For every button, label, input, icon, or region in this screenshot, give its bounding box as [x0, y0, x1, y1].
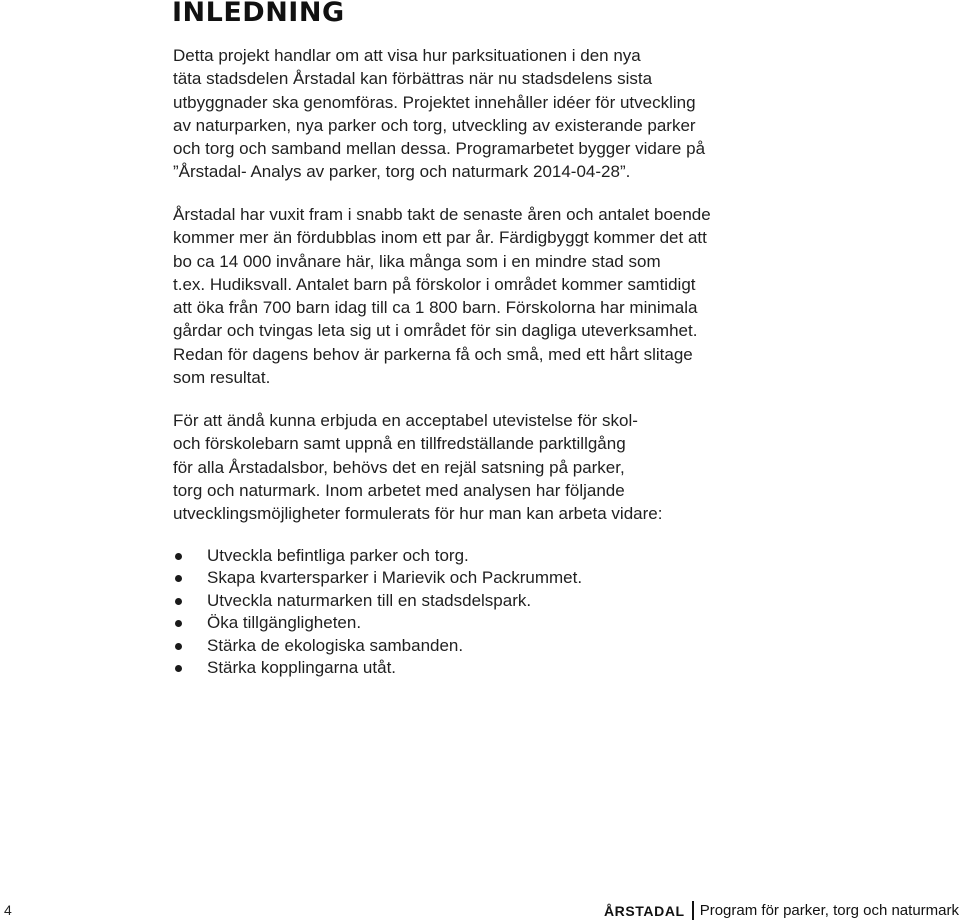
footer-brand: ÅRSTADAL: [603, 902, 685, 919]
goals-paragraph: [173, 409, 773, 525]
list-item-text: Stärka kopplingarna utåt.: [207, 658, 397, 678]
page-heading: INLEDNING: [172, 0, 345, 28]
page-number: 4: [4, 902, 12, 918]
text-line: och torg och samband mellan dessa. Programarbetet bygger vidare på: [173, 139, 706, 159]
list-item: [173, 545, 582, 567]
bullet-icon: [175, 553, 182, 560]
footer-title: Program för parker, torg och naturmark: [699, 902, 959, 919]
bullet-icon: [175, 665, 182, 672]
text-line: utbyggnader ska genomföras. Projektet innehåller idéer för utveckling: [173, 92, 696, 112]
text-line: som resultat.: [173, 368, 271, 388]
list-item-text: Utveckla befintliga parker och torg.: [207, 546, 469, 565]
bullet-icon: [175, 575, 182, 582]
text-line: t.ex. Hudiksvall. Antalet barn på förskolor i området kommer samtidigt: [173, 274, 696, 294]
text-line: av naturparken, nya parker och torg, utveckling av existerande parker: [173, 115, 696, 135]
list-item: [173, 657, 582, 679]
text-line: täta stadsdelen Årstadal kan förbättras när nu stadsdelens sista: [173, 69, 653, 89]
text-line: Detta projekt handlar om att visa hur parksituationen i den nya: [173, 46, 641, 65]
text-line: för alla Årstadalsbor, behövs det en rejäl satsning på parker,: [173, 457, 625, 477]
intro-paragraph: [173, 44, 773, 184]
text-line: Årstadal har vuxit fram i snabb takt de senaste åren och antalet boende: [173, 205, 711, 224]
list-item: [173, 567, 582, 589]
list-item-text: Öka tillgängligheten.: [207, 613, 362, 633]
text-line: ”Årstadal- Analys av parker, torg och naturmark 2014-04-28”.: [173, 162, 631, 182]
footer-divider: [692, 901, 694, 920]
bullet-icon: [175, 620, 182, 627]
development-list: [173, 545, 582, 679]
text-line: kommer mer än fördubblas inom ett par år. Färdigbyggt kommer det att: [173, 228, 707, 248]
list-item: [173, 635, 582, 657]
list-item: [173, 612, 582, 634]
list-item-text: Skapa kvartersparker i Marievik och Packrummet.: [207, 568, 583, 588]
bullet-icon: [175, 643, 182, 650]
text-line: och förskolebarn samt uppnå en tillfredställande parktillgång: [173, 434, 626, 454]
growth-paragraph: [173, 203, 773, 389]
text-line: gårdar och tvingas leta sig ut i området för sin dagliga uteverksamhet.: [173, 321, 698, 341]
text-line: torg och naturmark. Inom arbetet med analysen har följande: [173, 480, 625, 500]
page-footer: [604, 901, 959, 920]
bullet-icon: [175, 598, 182, 605]
text-line: bo ca 14 000 invånare här, lika många som i en mindre stad som: [173, 251, 661, 271]
text-line: utvecklingsmöjligheter formulerats för hur man kan arbeta vidare:: [173, 504, 663, 524]
text-line: Redan för dagens behov är parkerna få och små, med ett hårt slitage: [173, 344, 693, 364]
text-line: För att ändå kunna erbjuda en acceptabel utevistelse för skol-: [173, 411, 638, 430]
list-item: [173, 590, 582, 612]
list-item-text: Stärka de ekologiska sambanden.: [207, 635, 464, 655]
text-line: att öka från 700 barn idag till ca 1 800 barn. Förskolorna har minimala: [173, 298, 698, 318]
list-item-text: Utveckla naturmarken till en stadsdelspark.: [207, 590, 532, 610]
